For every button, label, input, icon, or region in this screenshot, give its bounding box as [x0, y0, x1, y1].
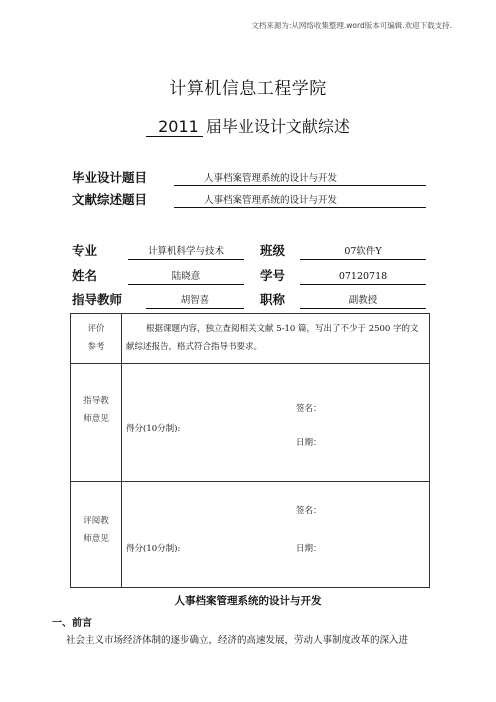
document-title	[0, 114, 496, 137]
reviewer-opinion-cell	[122, 482, 430, 588]
design-topic-label: 毕业设计题目	[72, 170, 148, 185]
major-label: 专业	[72, 243, 98, 258]
table-row	[71, 314, 430, 364]
reviewer-sign-label: 签名：	[296, 506, 322, 516]
advisor-opinion-label-a: 指导教	[83, 396, 109, 406]
table-row	[71, 364, 430, 482]
major-value: 计算机科学与技术	[128, 245, 244, 260]
criteria-text: 根据课题内容，独立查阅相关文献 5-10 篇，写出了不少于 2500 字的文献综述报告，格式符合指导书要求。	[122, 314, 430, 364]
name-value: 陆晓意	[128, 270, 244, 285]
advisor-date-label: 日期：	[296, 438, 322, 448]
criteria-label-a: 评价	[87, 324, 105, 334]
advisor-opinion-label-b: 师意见	[83, 414, 109, 424]
class-value: 07软件Y	[300, 245, 426, 260]
class-label: 班级	[260, 243, 286, 258]
review-topic-value: 人事档案管理系统的设计与开发	[174, 194, 426, 208]
advisor-score-label: 得分(10分制):	[126, 424, 181, 434]
student-id-label: 学号	[260, 268, 286, 283]
reviewer-opinion-label-cell	[71, 482, 122, 588]
reviewer-date-label: 日期：	[296, 544, 322, 554]
advisor-opinion-label-cell	[71, 364, 122, 482]
name-label: 姓名	[72, 268, 98, 283]
reviewer-score-label: 得分(10分制):	[126, 544, 181, 554]
title-text: 届毕业设计文献综述	[205, 117, 350, 136]
school-name: 计算机信息工程学院	[169, 79, 327, 99]
title-year: 2011	[146, 117, 203, 137]
advisor-sign-label: 签名：	[296, 404, 322, 414]
design-topic-value: 人事档案管理系统的设计与开发	[174, 172, 426, 186]
advisor-value: 胡智喜	[146, 294, 244, 309]
advisor-opinion-cell	[122, 364, 430, 482]
body-paragraph: 社会主义市场经济体制的逐步确立，经济的高速发展，劳动人事制度改革的深入进	[66, 635, 409, 646]
title-rank-value: 副教授	[300, 294, 426, 309]
reviewer-opinion-label-b: 师意见	[83, 534, 109, 544]
heading-intro: 一、前言	[52, 618, 92, 629]
review-topic-label: 文献综述题目	[72, 192, 148, 207]
reviewer-opinion-label-a: 评阅教	[83, 516, 109, 526]
advisor-label: 指导教师	[72, 292, 123, 307]
evaluation-table	[70, 313, 430, 588]
student-id-value: 07120718	[300, 270, 426, 285]
criteria-label-cell	[71, 314, 122, 364]
table-row	[71, 482, 430, 588]
title-rank-label: 职称	[260, 292, 286, 307]
header-note: 文档来源为:从网络收集整理.word版本可编辑.欢迎下载支持.	[251, 21, 452, 30]
criteria-label-b: 参考	[87, 342, 105, 352]
section-title: 人事档案管理系统的设计与开发	[174, 595, 322, 607]
